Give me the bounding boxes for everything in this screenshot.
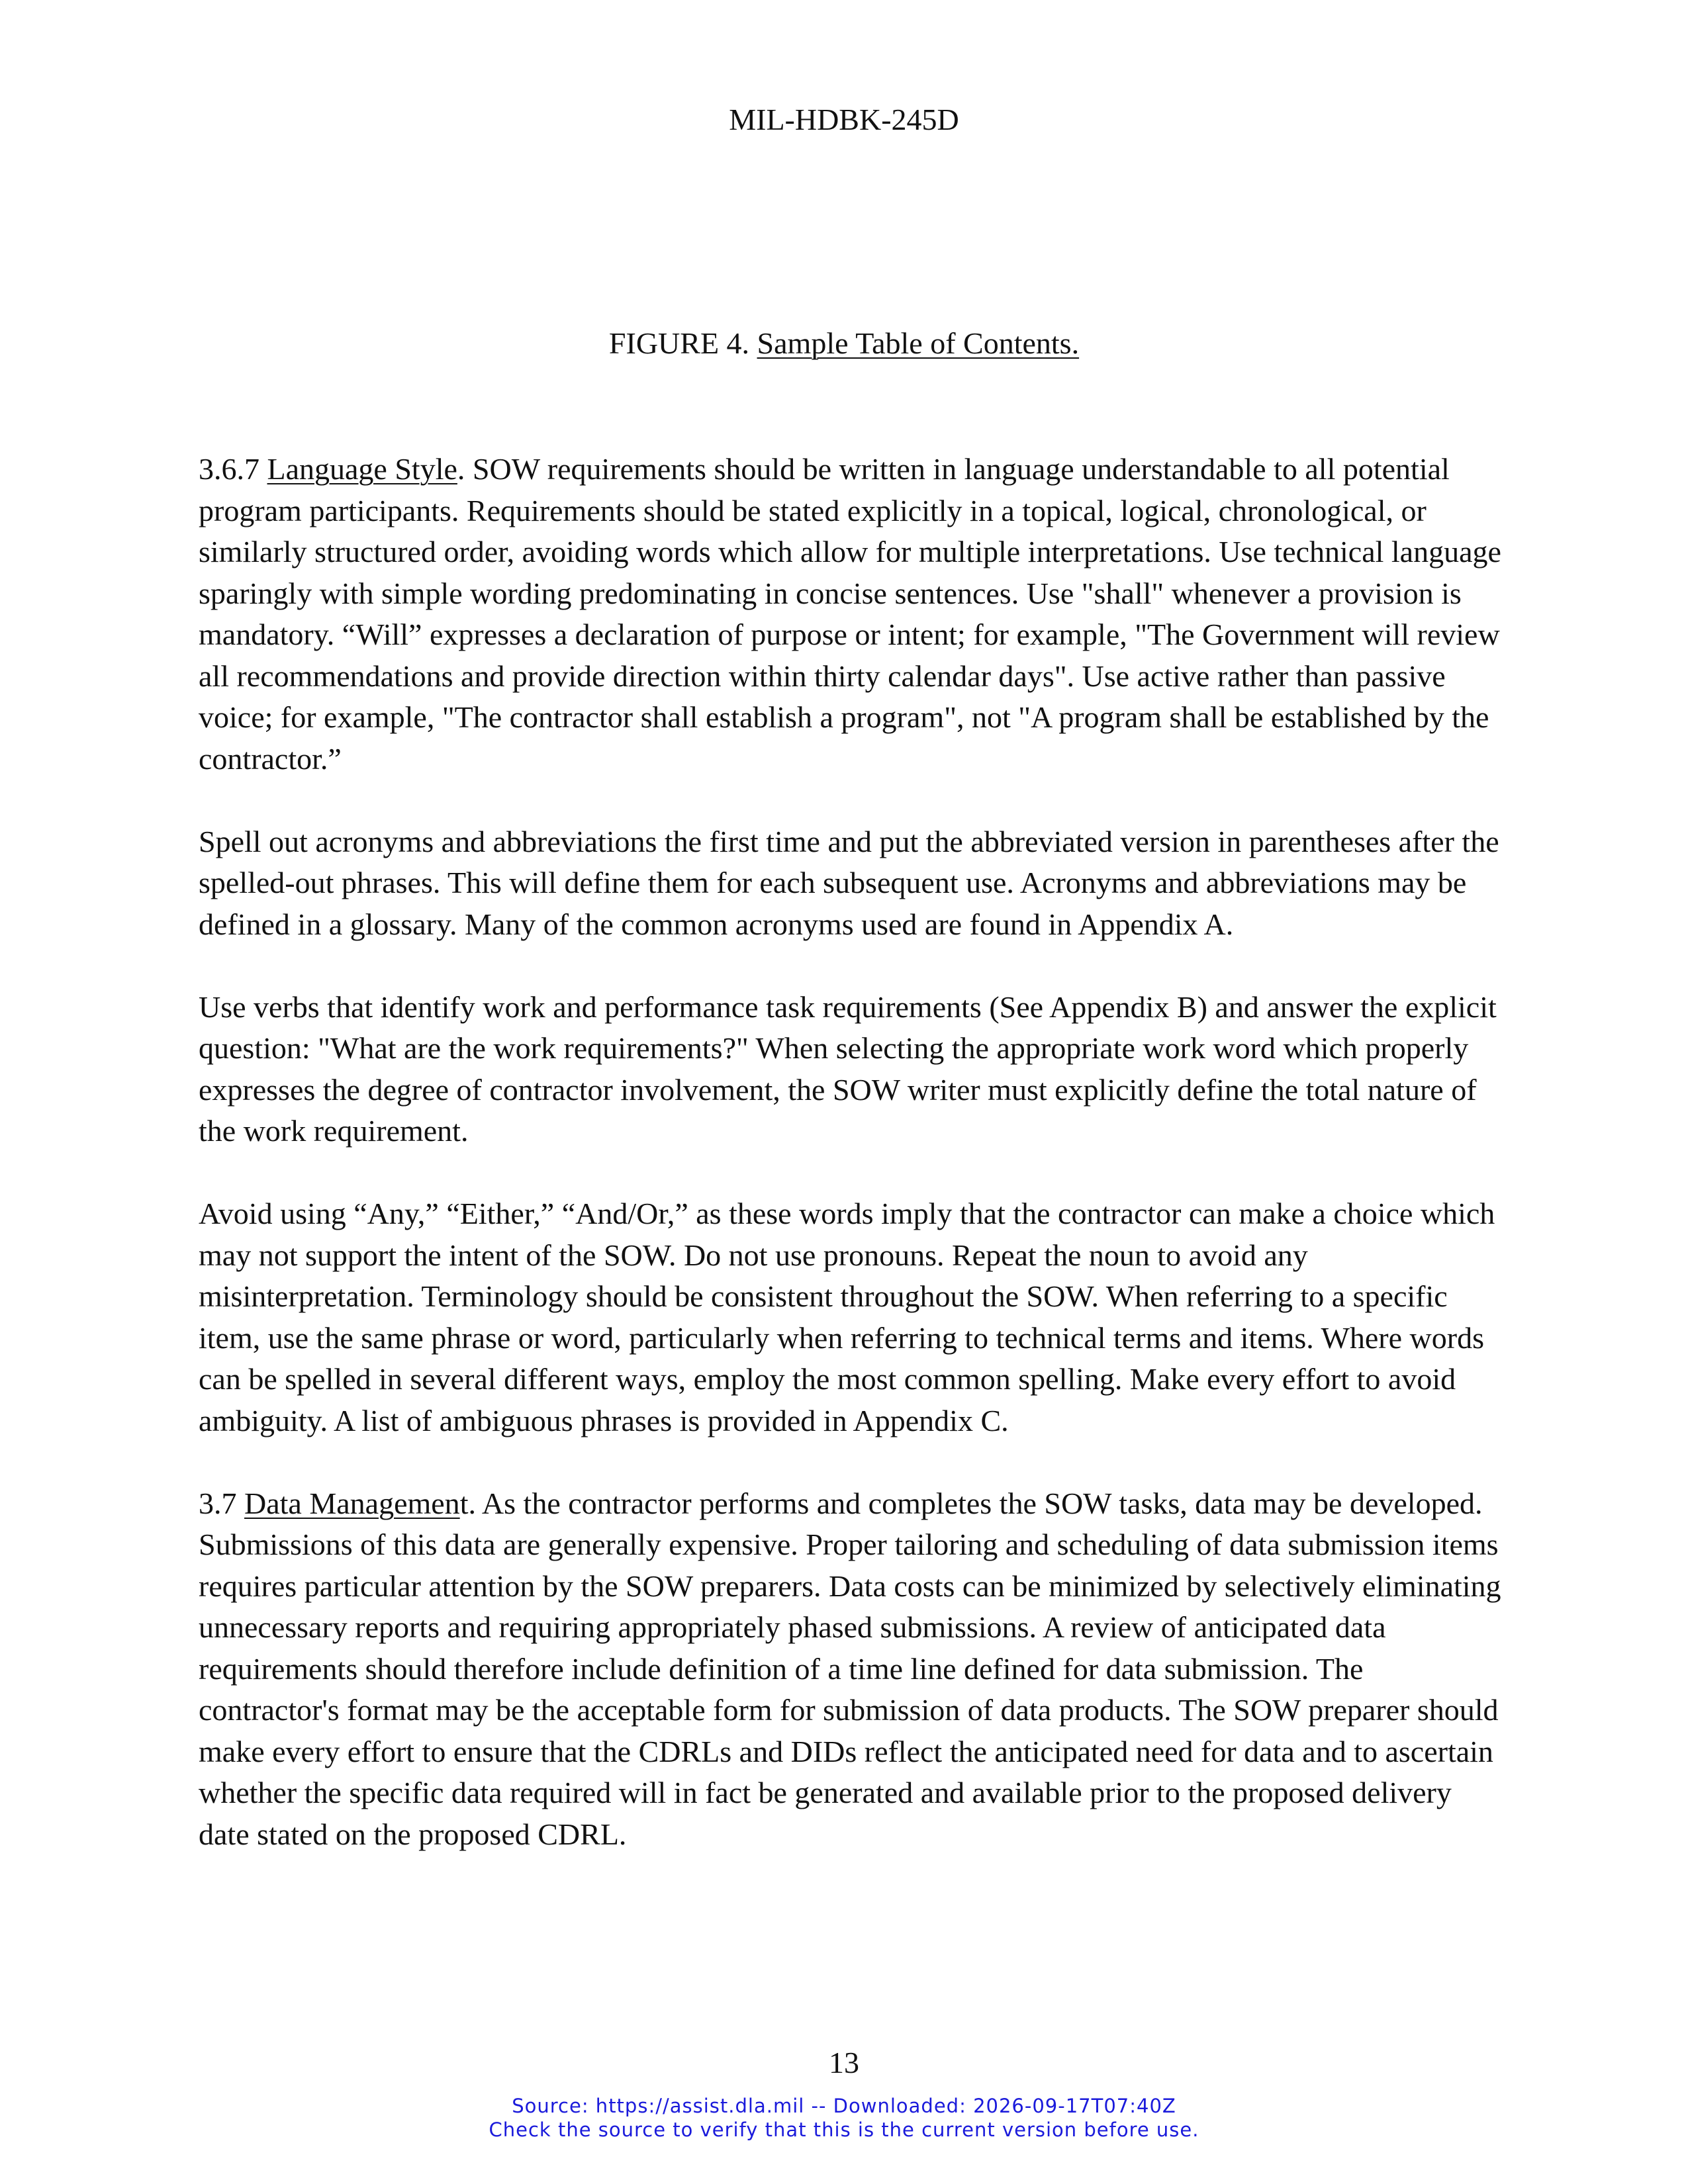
figure-label: FIGURE 4. bbox=[608, 326, 757, 360]
section-text: . As the contractor performs and completes the SOW tasks, data may be developed. Submissions of this data are generally expensive. Proper tailoring and scheduling of data submission items requires particular attention by the SOW preparers. Data costs can be minimized by selectively eliminating unnecessary reports and requiring appropriately phased submissions. A review of anticipated data requirements should therefore include definition of a time line defined for data submission. The contractor's format may be the acceptable form for submission of data products. The SOW preparer should make every effort to ensure that the CDRLs and DIDs reflect the anticipated need for data and to ascertain whether the specific data required will in fact be generated and available prior to the proposed delivery date stated on the proposed CDRL. bbox=[199, 1486, 1501, 1851]
page-number: 13 bbox=[829, 2046, 859, 2079]
figure-title: Sample Table of Contents. bbox=[757, 326, 1080, 360]
source-note bbox=[0, 2094, 1688, 2142]
section-heading: Language Style bbox=[267, 452, 457, 486]
section-3-6-7-paragraph bbox=[199, 449, 1509, 780]
document-id-header: MIL-HDBK-245D bbox=[729, 103, 959, 136]
source-line: Source: https://assist.dla.mil -- Downloaded: 2026-09-17T07:40Z bbox=[512, 2095, 1176, 2117]
section-number: 3.6.7 bbox=[199, 452, 267, 486]
verbs-paragraph: Use verbs that identify work and performance task requirements (See Appendix B) and answer the explicit question: "What are the work requirements?" When selecting the appropriate work word which properly expresses the degree of contractor involvement, the SOW writer must explicitly define the total nature of the work requirement. bbox=[199, 989, 1497, 1148]
section-text: . SOW requirements should be written in language understandable to all potential program participants. Requirements should be stated explicitly in a topical, logical, chronological, or similarly structured order, avoiding words which allow for multiple interpretations. Use technical language sparingly with simple wording predominating in concise sentences. Use "shall" whenever a provision is mandatory. “Will” expresses a declaration of purpose or intent; for example, "The Government will review all recommendations and provide direction within thirty calendar days". Use active rather than passive voice; for example, "The contractor shall establish a program", not "A program shall be established by the contractor.” bbox=[199, 452, 1501, 776]
avoid-ambiguity-paragraph: Avoid using “Any,” “Either,” “And/Or,” as these words imply that the contractor can make a choice which may not support the intent of the SOW. Do not use pronouns. Repeat the noun to avoid any misinterpretation. Terminology should be consistent throughout the SOW. When referring to a specific item, use the same phrase or word, particularly when referring to technical terms and items. Where words can be spelled in several different ways, employ the most common spelling. Make every effort to avoid ambiguity. A list of ambiguous phrases is provided in Appendix C. bbox=[199, 1197, 1495, 1437]
section-3-7-paragraph bbox=[199, 1483, 1509, 1856]
figure-caption bbox=[0, 323, 1688, 364]
section-heading-tail: t bbox=[459, 1486, 469, 1520]
verify-line: Check the source to verify that this is the current version before use. bbox=[489, 2118, 1199, 2141]
acronyms-paragraph: Spell out acronyms and abbreviations the first time and put the abbreviated version in parentheses after the spelled-out phrases. This will define them for each subsequent use. Acronyms and abbreviations may be defined in a glossary. Many of the common acronyms used are found in Appendix A. bbox=[199, 824, 1499, 941]
document-body bbox=[199, 449, 1509, 1897]
section-heading: Data Managemen bbox=[244, 1486, 460, 1520]
section-number: 3.7 bbox=[199, 1486, 244, 1520]
